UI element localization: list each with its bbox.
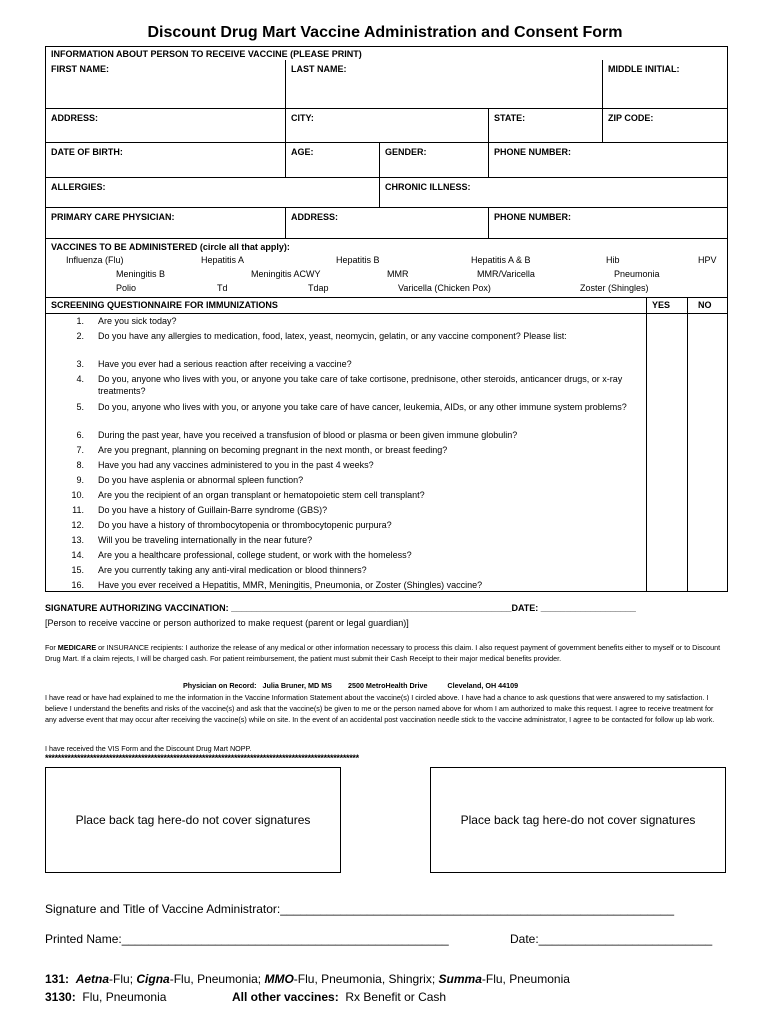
medicare-paragraph: For MEDICARE or INSURANCE recipients: I authorize the release of any medical or other information necessary to process this claim. I also request payment of government benefits either to myself or to Discount Drug Mart. If a claim rejects, I will be charged cash. For patient reimbursement, the patient must submit their Cash Receipt to their major medical benefits provider. bbox=[45, 643, 721, 663]
vaccine-option[interactable]: HPV bbox=[698, 255, 717, 265]
yes-checkbox[interactable] bbox=[647, 488, 687, 503]
phone-field[interactable]: PHONE NUMBER: bbox=[488, 143, 729, 177]
question-number: 11. bbox=[72, 505, 84, 515]
physician-on-record: Physician on Record: Julia Bruner, MD MS 2500 MetroHealth Drive Cleveland, OH 44109 bbox=[183, 681, 519, 690]
question-list bbox=[46, 314, 727, 593]
patient-info-table bbox=[45, 46, 728, 592]
administrator-signature-line[interactable]: Signature and Title of Vaccine Administrator:___________________________________________________________ bbox=[45, 902, 674, 916]
other-vaccines-line: All other vaccines: Rx Benefit or Cash bbox=[232, 990, 447, 1004]
vaccine-option[interactable]: Zoster (Shingles) bbox=[580, 283, 649, 293]
no-checkbox[interactable] bbox=[688, 372, 728, 400]
form-title: Discount Drug Mart Vaccine Administration and Consent Form bbox=[147, 24, 623, 41]
yes-checkbox[interactable] bbox=[647, 563, 687, 578]
allergies-row bbox=[46, 178, 727, 208]
zip-field[interactable]: ZIP CODE: bbox=[602, 109, 729, 142]
dob-field[interactable]: DATE OF BIRTH: bbox=[51, 147, 123, 157]
last-name-field[interactable]: LAST NAME: bbox=[285, 60, 602, 108]
question-row bbox=[46, 357, 727, 372]
question-number: 3. bbox=[76, 359, 84, 369]
screening-header-row bbox=[46, 298, 727, 314]
first-name-field[interactable]: FIRST NAME: bbox=[51, 64, 109, 74]
question-number: 6. bbox=[76, 430, 84, 440]
question-number: 15. bbox=[71, 565, 84, 575]
question-row bbox=[46, 372, 727, 400]
back-tag-box-right: Place back tag here-do not cover signatures bbox=[430, 767, 726, 873]
question-row bbox=[46, 443, 727, 458]
no-header: NO bbox=[698, 300, 712, 310]
question-number: 7. bbox=[76, 445, 84, 455]
question-text: Have you ever received a Hepatitis, MMR, Meningitis, Pneumonia, or Zoster (Shingles) vaccine? bbox=[98, 580, 483, 590]
question-row bbox=[46, 428, 727, 443]
question-number: 14. bbox=[71, 550, 84, 560]
question-row bbox=[46, 329, 727, 357]
yes-checkbox[interactable] bbox=[647, 357, 687, 372]
vaccine-option[interactable]: Tdap bbox=[308, 283, 329, 293]
no-checkbox[interactable] bbox=[688, 533, 728, 548]
question-text: During the past year, have you received a transfusion of blood or plasma or been given immune globulin? bbox=[98, 430, 518, 440]
yes-checkbox[interactable] bbox=[647, 400, 687, 428]
question-text: Are you sick today? bbox=[98, 316, 177, 326]
state-field[interactable]: STATE: bbox=[488, 109, 602, 142]
vaccine-option[interactable]: MMR/Varicella bbox=[477, 269, 535, 279]
yes-header: YES bbox=[652, 300, 671, 310]
signature-note: [Person to receive vaccine or person authorized to make request (parent or legal guardian)] bbox=[45, 618, 409, 628]
question-row bbox=[46, 458, 727, 473]
yes-checkbox[interactable] bbox=[647, 503, 687, 518]
question-text: Have you had any vaccines administered to you in the past 4 weeks? bbox=[98, 460, 374, 470]
question-number: 13. bbox=[71, 535, 84, 545]
vaccine-option[interactable]: Hepatitis B bbox=[336, 255, 380, 265]
age-field[interactable]: AGE: bbox=[285, 143, 379, 177]
yes-checkbox[interactable] bbox=[647, 329, 687, 357]
no-checkbox[interactable] bbox=[688, 458, 728, 473]
yes-checkbox[interactable] bbox=[647, 458, 687, 473]
question-number: 8. bbox=[76, 460, 84, 470]
question-number: 12. bbox=[71, 520, 84, 530]
question-number: 4. bbox=[76, 374, 84, 384]
screening-header: SCREENING QUESTIONNAIRE FOR IMMUNIZATIONS bbox=[51, 300, 278, 310]
question-number: 5. bbox=[76, 402, 84, 412]
middle-initial-field[interactable]: MIDDLE INITIAL: bbox=[602, 60, 729, 108]
pcp-field[interactable]: PRIMARY CARE PHYSICIAN: bbox=[51, 212, 175, 222]
consent-paragraph: I have read or have had explained to me the information in the Vaccine Information Statement about the vaccine(s) I circled above. I have had a chance to ask questions that were answered to my satisfaction. I believe I understand the benefits and risks of the vaccine(s) and ask that the vaccine(s) be given to me or the person named above for whom I am authorized to make this request. I agree to receive treatment for any adverse event that may occur after receiving the vaccine(s) while on site. In the event of an accidental post vaccination needle stick to the vaccine administrator, I agree to be contacted for follow up lab work. bbox=[45, 693, 715, 724]
question-number: 10. bbox=[71, 490, 84, 500]
no-checkbox[interactable] bbox=[688, 443, 728, 458]
admin-date-line[interactable]: Date:__________________________ bbox=[510, 932, 713, 946]
question-text: Are you pregnant, planning on becoming pregnant in the next month, or breast feeding? bbox=[98, 445, 448, 455]
yes-checkbox[interactable] bbox=[647, 518, 687, 533]
vaccine-option[interactable]: Meningitis ACWY bbox=[251, 269, 321, 279]
question-row bbox=[46, 488, 727, 503]
dob-row bbox=[46, 143, 727, 178]
vaccine-option[interactable]: Varicella (Chicken Pox) bbox=[398, 283, 491, 293]
screening-section bbox=[46, 298, 727, 591]
vaccine-option[interactable]: Td bbox=[217, 283, 228, 293]
yes-checkbox[interactable] bbox=[647, 548, 687, 563]
question-number: 2. bbox=[76, 331, 84, 341]
question-row bbox=[46, 503, 727, 518]
no-checkbox[interactable] bbox=[688, 314, 728, 329]
vaccine-option[interactable]: Pneumonia bbox=[614, 269, 660, 279]
no-checkbox[interactable] bbox=[688, 563, 728, 578]
yes-checkbox[interactable] bbox=[647, 314, 687, 329]
question-row bbox=[46, 518, 727, 533]
yes-checkbox[interactable] bbox=[647, 473, 687, 488]
printed-name-line[interactable]: Printed Name:_________________________________________________ bbox=[45, 932, 449, 946]
name-row bbox=[46, 47, 727, 109]
chronic-illness-field[interactable]: CHRONIC ILLNESS: bbox=[379, 178, 729, 207]
no-checkbox[interactable] bbox=[688, 488, 728, 503]
allergies-field[interactable]: ALLERGIES: bbox=[51, 182, 106, 192]
pcp-row bbox=[46, 208, 727, 239]
question-number: 9. bbox=[76, 475, 84, 485]
question-number: 16. bbox=[71, 580, 84, 590]
back-tag-box-left: Place back tag here-do not cover signatures bbox=[45, 767, 341, 873]
no-checkbox[interactable] bbox=[688, 578, 728, 593]
vaccine-option[interactable]: Polio bbox=[116, 283, 137, 293]
info-header: INFORMATION ABOUT PERSON TO RECEIVE VACCINE (PLEASE PRINT) bbox=[51, 49, 362, 59]
vaccine-option[interactable]: Hepatitis A & B bbox=[471, 255, 531, 265]
no-checkbox[interactable] bbox=[688, 400, 728, 428]
code-3130-line: 3130: Flu, Pneumonia bbox=[45, 990, 167, 1004]
question-row bbox=[46, 578, 727, 593]
gender-field[interactable]: GENDER: bbox=[379, 143, 488, 177]
yes-checkbox[interactable] bbox=[647, 578, 687, 593]
question-row bbox=[46, 400, 727, 428]
question-text: Do you, anyone who lives with you, or anyone you take care of take cortisone, prednisone, other steroids, anticancer drugs, or x-ray treatments? bbox=[98, 374, 623, 396]
question-text: Have you ever had a serious reaction after receiving a vaccine? bbox=[98, 359, 352, 369]
question-text: Are you a healthcare professional, college student, or work with the homeless? bbox=[98, 550, 412, 560]
no-checkbox[interactable] bbox=[688, 428, 728, 443]
vaccines-section bbox=[46, 239, 727, 298]
question-row bbox=[46, 473, 727, 488]
pcp-phone-field[interactable]: PHONE NUMBER: bbox=[488, 208, 729, 238]
question-text: Do you have asplenia or abnormal spleen function? bbox=[98, 475, 304, 485]
no-checkbox[interactable] bbox=[688, 329, 728, 357]
question-text: Are you currently taking any anti-viral medication or blood thinners? bbox=[98, 565, 367, 575]
no-checkbox[interactable] bbox=[688, 518, 728, 533]
question-text: Do you have a history of thrombocytopenia or thrombocytopenic purpura? bbox=[98, 520, 392, 530]
question-text: Will you be traveling internationally in the near future? bbox=[98, 535, 313, 545]
question-row bbox=[46, 533, 727, 548]
question-text: Do you, anyone who lives with you, or anyone you take care of have cancer, leukemia, AIDs, or any other immune system problems? bbox=[98, 402, 627, 412]
vaccine-option[interactable]: MMR bbox=[387, 269, 409, 279]
vaccine-option[interactable]: Hepatitis A bbox=[201, 255, 245, 265]
signature-line[interactable]: SIGNATURE AUTHORIZING VACCINATION: ________________________________________________________DATE: ___________________ bbox=[45, 603, 636, 613]
yes-checkbox[interactable] bbox=[647, 372, 687, 400]
code-131-line: 131: Aetna-Flu; Cigna-Flu, Pneumonia; MMO-Flu, Pneumonia, Shingrix; Summa-Flu, Pneumonia bbox=[45, 972, 570, 986]
yes-checkbox[interactable] bbox=[647, 533, 687, 548]
vaccine-option[interactable]: Meningitis B bbox=[116, 269, 166, 279]
vis-statement: I have received the VIS Form and the Discount Drug Mart NOPP. bbox=[45, 744, 252, 753]
no-checkbox[interactable] bbox=[688, 473, 728, 488]
question-text: Do you have any allergies to medication, food, latex, yeast, neomycin, gelatin, or any vaccine component? Please list: bbox=[98, 331, 567, 341]
question-text: Do you have a history of Guillain-Barre syndrome (GBS)? bbox=[98, 505, 328, 515]
vaccine-option[interactable]: Hib bbox=[606, 255, 620, 265]
question-number: 1. bbox=[76, 316, 84, 326]
pcp-address-field[interactable]: ADDRESS: bbox=[285, 208, 488, 238]
no-checkbox[interactable] bbox=[688, 357, 728, 372]
separator-stars: ************************************************************************************************** bbox=[45, 753, 359, 763]
question-text: Are you the recipient of an organ transplant or hematopoietic stem cell transplant? bbox=[98, 490, 425, 500]
vaccines-header: VACCINES TO BE ADMINISTERED (circle all that apply): bbox=[51, 242, 290, 252]
question-row bbox=[46, 314, 727, 329]
question-row bbox=[46, 563, 727, 578]
city-field[interactable]: CITY: bbox=[285, 109, 488, 142]
question-row bbox=[46, 548, 727, 563]
yes-checkbox[interactable] bbox=[647, 443, 687, 458]
yes-checkbox[interactable] bbox=[647, 428, 687, 443]
no-checkbox[interactable] bbox=[688, 548, 728, 563]
vaccine-option[interactable]: Influenza (Flu) bbox=[66, 255, 124, 265]
no-checkbox[interactable] bbox=[688, 503, 728, 518]
address-field[interactable]: ADDRESS: bbox=[51, 113, 99, 123]
address-row bbox=[46, 109, 727, 143]
